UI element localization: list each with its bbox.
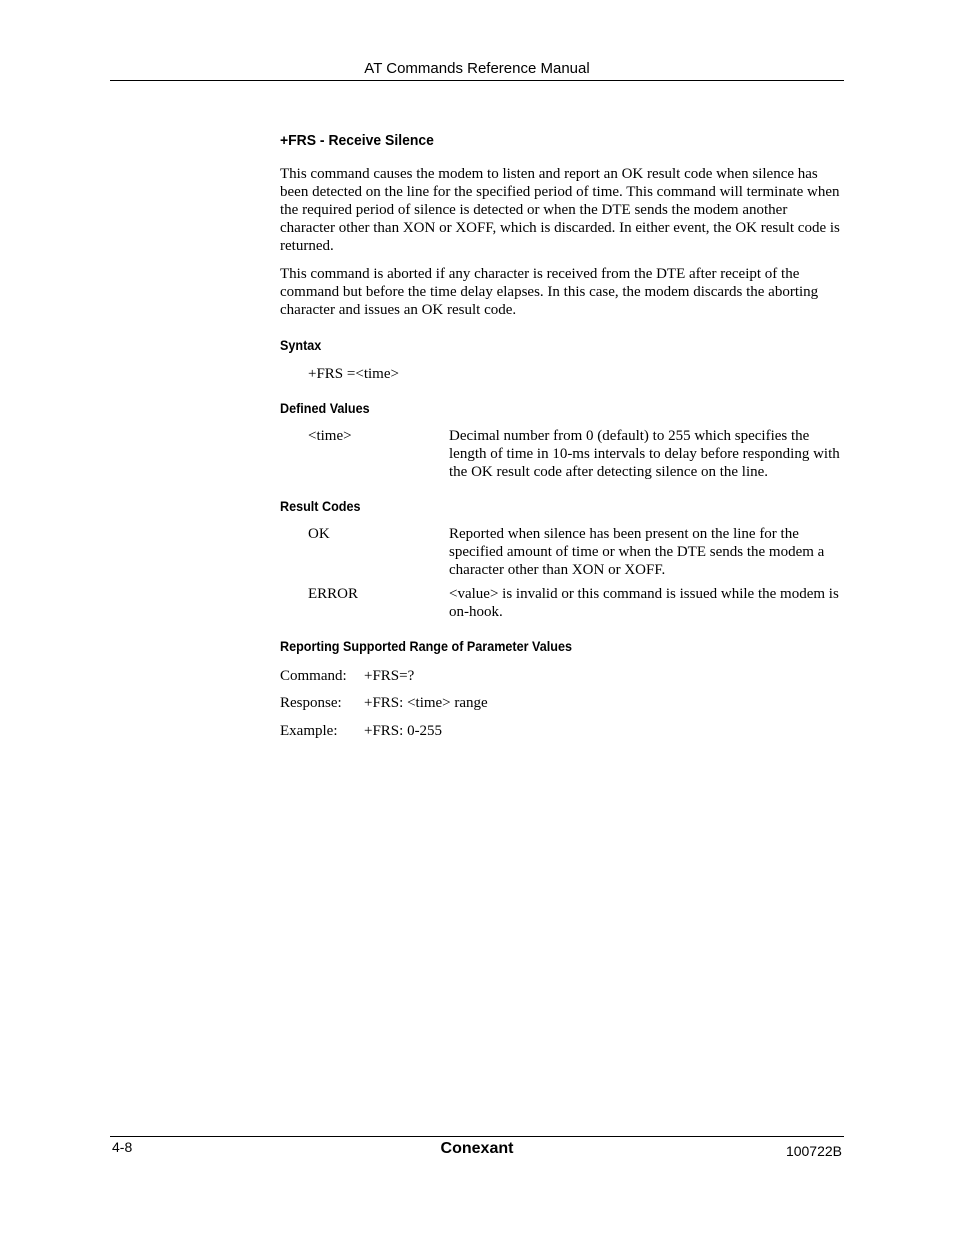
defined-value-description: Decimal number from 0 (default) to 255 which specifies the length of time in 10-ms intervals to delay before responding with the OK result code after detecting silence on the line. bbox=[449, 428, 840, 480]
reporting-response-value: +FRS: <time> range bbox=[364, 695, 488, 711]
intro-paragraph-1: This command causes the modem to listen and report an OK result code when silence has been detected on the line for the specified period of time. This command will terminate when the required period of silence is detected or when the DTE sends the modem another character other than XON or XOFF, which is discarded. In either event, the OK result code is returned. bbox=[280, 166, 840, 254]
result-code-description-error: <value> is invalid or this command is issued while the modem is on-hook. bbox=[449, 586, 839, 620]
footer-brand: Conexant bbox=[440, 1140, 514, 1157]
page-footer bbox=[110, 1136, 844, 1167]
section-title: +FRS - Receive Silence bbox=[280, 132, 434, 149]
reporting-command-label: Command: bbox=[280, 668, 347, 684]
page-header bbox=[110, 60, 844, 81]
result-code-term-ok: OK bbox=[308, 526, 330, 542]
reporting-command-value: +FRS=? bbox=[364, 668, 415, 684]
footer-doc-number: 100722B bbox=[785, 1143, 842, 1159]
footer-page-number: 4-8 bbox=[112, 1139, 133, 1155]
syntax-heading: Syntax bbox=[280, 337, 322, 353]
result-code-description-ok: Reported when silence has been present on the line for the specified amount of time or when the DTE sends the modem a character other than XON or XOFF. bbox=[449, 526, 825, 578]
reporting-example-label: Example: bbox=[280, 723, 338, 739]
reporting-response-label: Response: bbox=[280, 695, 342, 711]
syntax-value: +FRS =<time> bbox=[308, 366, 399, 382]
header-title: AT Commands Reference Manual bbox=[364, 60, 590, 77]
defined-value-term: <time> bbox=[308, 428, 352, 444]
intro-paragraph-2: This command is aborted if any character is received from the DTE after receipt of the command but before the time delay elapses. In this case, the modem discards the aborting character and issues an OK result code. bbox=[280, 266, 819, 318]
result-codes-heading: Result Codes bbox=[280, 498, 361, 514]
reporting-example-value: +FRS: 0-255 bbox=[364, 723, 443, 739]
defined-values-heading: Defined Values bbox=[280, 400, 370, 416]
result-code-term-error: ERROR bbox=[308, 586, 359, 602]
reporting-heading: Reporting Supported Range of Parameter Values bbox=[280, 638, 572, 654]
